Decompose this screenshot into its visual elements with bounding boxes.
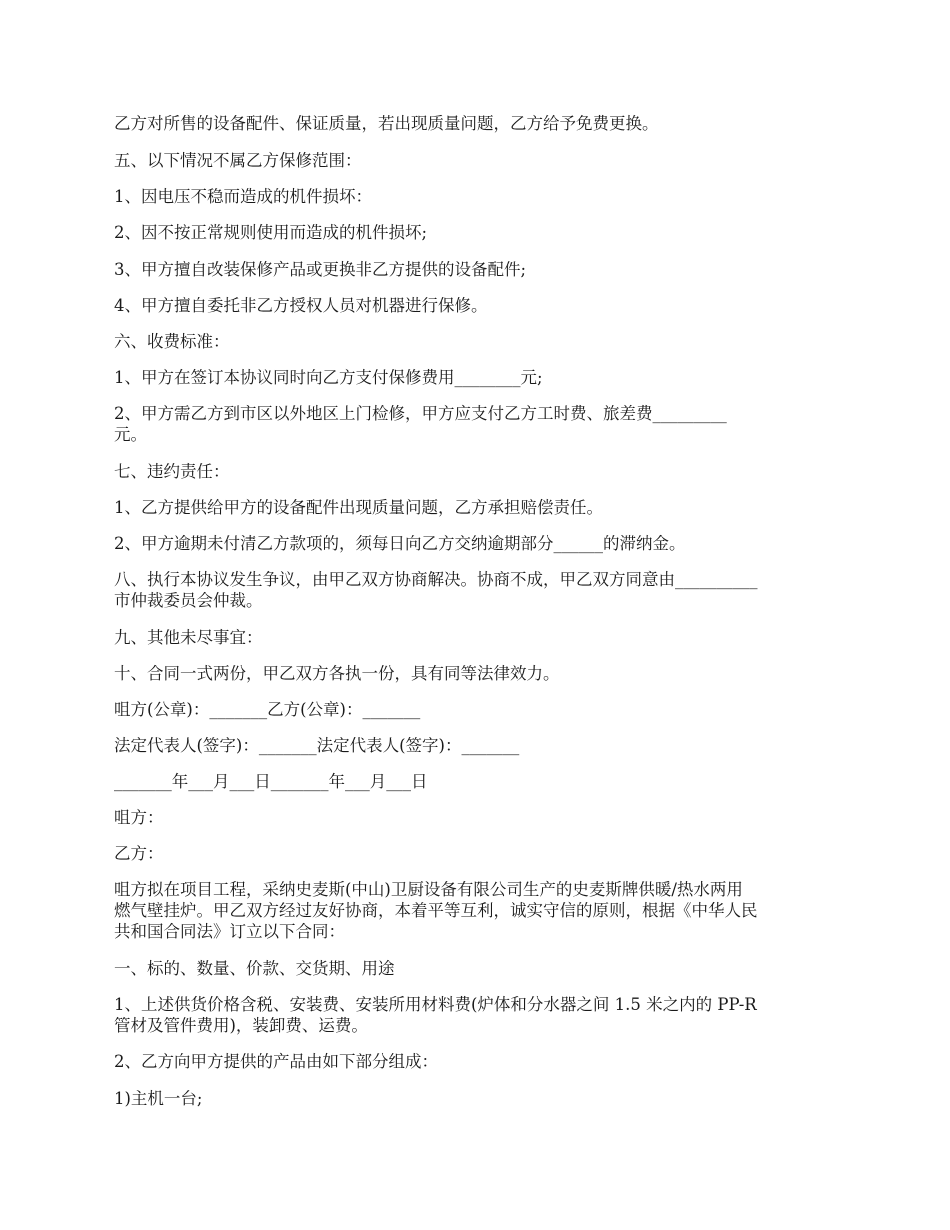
item-main-unit: 1)主机一台; — [114, 1089, 203, 1108]
signature-representative-line: 法定代表人(签字)：_______法定代表人(签字)：_______ — [114, 736, 520, 755]
contract-preamble: 咀方拟在项目工程，采纳史麦斯(中山)卫厨设备有限公司生产的史麦斯牌供暖/热水两用 燃气壁挂炉。甲乙双方经过友好协商，本着平等互利，诚实守信的原则，根据《中华人民 共和国合同法》订立以下合同： — [114, 880, 758, 941]
heading-fee-standard: 六、收费标准： — [114, 332, 230, 351]
clause-unauthorized-repair: 4、甲方擅自委托非乙方授权人员对机器进行保修。 — [114, 296, 488, 315]
clause-unauthorized-modification: 3、甲方擅自改装保修产品或更换非乙方提供的设备配件; — [114, 260, 527, 279]
signature-date-line: _______年___月___日_______年___月___日 — [114, 772, 428, 791]
clause-late-payment: 2、甲方逾期未付清乙方款项的，须每日向乙方交纳逾期部分______的滞纳金。 — [114, 534, 686, 553]
clause-voltage-damage: 1、因电压不稳而造成的机件损坏： — [114, 187, 372, 206]
clause-warranty-fee: 1、甲方在签订本协议同时向乙方支付保修费用________元; — [114, 368, 543, 387]
clause-dispute-resolution: 八、执行本协议发生争议，由甲乙双方协商解决。协商不成，甲乙双方同意由__________ 市仲裁委员会仲裁。 — [114, 570, 758, 610]
heading-warranty-exclusions: 五、以下情况不属乙方保修范围： — [114, 151, 362, 170]
signature-seal-line: 咀方(公章)：_______乙方(公章)：_______ — [114, 700, 421, 719]
party-b-label: 乙方： — [114, 844, 164, 863]
heading-other-matters: 九、其他未尽事宜： — [114, 628, 263, 647]
paragraph-quality-guarantee: 乙方对所售的设备配件、保证质量，若出现质量问题，乙方给予免费更换。 — [114, 114, 659, 133]
clause-travel-fee: 2、甲方需乙方到市区以外地区上门检修，甲方应支付乙方工时费、旅差费_________ 元。 — [114, 404, 727, 444]
clause-improper-use: 2、因不按正常规则使用而造成的机件损坏; — [114, 223, 428, 242]
heading-breach-liability: 七、违约责任： — [114, 462, 230, 481]
clause-copies: 十、合同一式两份，甲乙双方各执一份，具有同等法律效力。 — [114, 664, 560, 683]
clause-defect-compensation: 1、乙方提供给甲方的设备配件出现质量问题，乙方承担赔偿责任。 — [114, 498, 603, 517]
clause-price-inclusions: 1、上述供货价格含税、安装费、安装所用材料费(炉体和分水器之间 1.5 米之内的 PP-R 管材及管件费用)，装卸费、运费。 — [114, 995, 757, 1035]
party-a-label: 咀方： — [114, 808, 164, 827]
clause-product-components: 2、乙方向甲方提供的产品由如下部分组成： — [114, 1052, 438, 1071]
heading-subject-matter: 一、标的、数量、价款、交货期、用途 — [114, 959, 395, 978]
